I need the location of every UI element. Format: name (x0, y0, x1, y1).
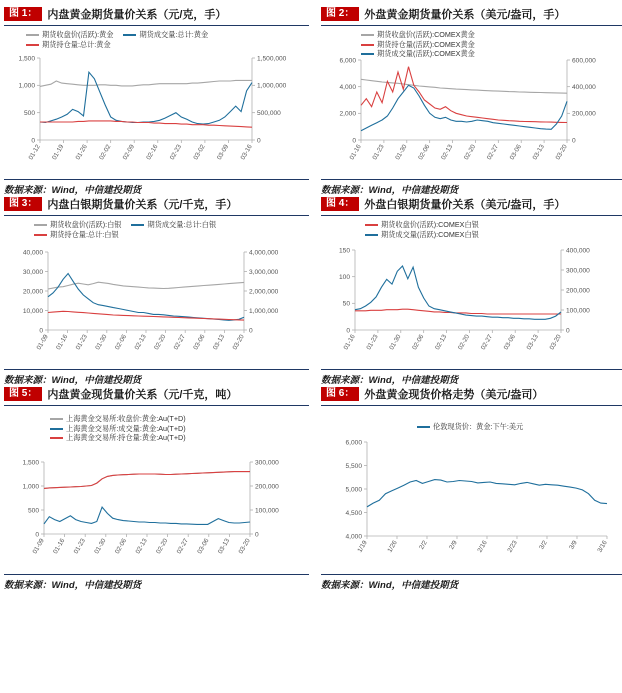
svg-text:01-30: 01-30 (394, 143, 409, 162)
svg-text:10,000: 10,000 (22, 307, 43, 315)
svg-text:400,000: 400,000 (572, 84, 596, 92)
legend-label: 期货收盘价(活跃):COMEX黄金 (377, 30, 475, 39)
svg-text:02-16: 02-16 (145, 143, 160, 162)
svg-text:3/16: 3/16 (596, 539, 609, 554)
figure-1-source: 数据来源：Wind，中信建投期货 (4, 179, 309, 196)
svg-text:1,500: 1,500 (22, 459, 39, 467)
svg-text:02-09: 02-09 (121, 143, 136, 162)
legend-label: 上海黄金交易所:收盘价:黄金:Au(T+D) (66, 414, 186, 423)
svg-text:0: 0 (35, 531, 39, 539)
svg-text:02-27: 02-27 (175, 537, 190, 556)
svg-text:0: 0 (249, 327, 253, 335)
svg-text:3/9: 3/9 (568, 539, 579, 551)
svg-text:02-02: 02-02 (98, 143, 113, 162)
svg-text:400,000: 400,000 (566, 247, 590, 255)
legend-label: 期货成交量(活跃):COMEX黄金 (377, 49, 475, 59)
svg-text:01-30: 01-30 (388, 333, 403, 352)
figure-1-title: 图 1： 内盘黄金期货量价关系（元/克，手） (4, 6, 309, 26)
svg-text:20,000: 20,000 (22, 288, 43, 296)
svg-text:0: 0 (346, 327, 350, 335)
svg-text:0: 0 (352, 137, 356, 145)
svg-text:200,000: 200,000 (566, 287, 590, 295)
svg-text:200,000: 200,000 (572, 110, 596, 118)
svg-text:03-13: 03-13 (525, 333, 540, 352)
svg-text:01-26: 01-26 (74, 143, 89, 162)
svg-text:03-02: 03-02 (192, 143, 207, 162)
figure-4-svg (321, 218, 618, 368)
svg-text:1,000,000: 1,000,000 (257, 82, 287, 90)
svg-text:40,000: 40,000 (22, 249, 43, 257)
plot-area-5 (22, 459, 279, 555)
svg-text:01-23: 01-23 (371, 143, 386, 162)
svg-text:2/23: 2/23 (506, 539, 519, 554)
figure-3-title: 图 3： 内盘白银期货量价关系（元/千克，手） (4, 196, 309, 216)
svg-text:01-16: 01-16 (52, 537, 67, 556)
svg-text:03-06: 03-06 (192, 333, 207, 352)
figure-2-tag: 图 2： (321, 7, 359, 21)
legend-label: 期货成交量(活跃):COMEX白银 (381, 229, 479, 239)
svg-text:03-06: 03-06 (502, 333, 517, 352)
svg-text:3/2: 3/2 (538, 539, 549, 551)
figure-3-source: 数据来源：Wind，中信建投期货 (4, 369, 309, 386)
figure-5-title: 图 5： 内盘黄金现货量价关系（元/千克，吨） (4, 386, 309, 406)
svg-text:02-20: 02-20 (153, 333, 168, 352)
svg-text:100: 100 (338, 274, 350, 282)
svg-text:2,000: 2,000 (339, 110, 356, 118)
svg-text:5,000: 5,000 (345, 486, 362, 494)
plot-area-2 (339, 57, 596, 161)
svg-text:03-13: 03-13 (216, 537, 232, 556)
svg-text:4,500: 4,500 (345, 509, 362, 517)
svg-text:03-06: 03-06 (508, 143, 523, 162)
svg-text:300,000: 300,000 (566, 267, 590, 275)
figure-2-chart (321, 28, 618, 178)
svg-text:01-23: 01-23 (365, 333, 380, 352)
svg-text:01-09: 01-09 (35, 333, 50, 352)
svg-text:01-16: 01-16 (342, 333, 357, 352)
svg-text:01-23: 01-23 (74, 333, 89, 352)
plot-area-3 (23, 249, 279, 351)
svg-text:01-19: 01-19 (51, 143, 66, 162)
svg-text:6,000: 6,000 (345, 439, 362, 447)
legend-label: 期货持仓量(活跃):COMEX黄金 (377, 39, 475, 49)
svg-text:03-09: 03-09 (215, 143, 231, 162)
svg-text:01-30: 01-30 (94, 333, 109, 352)
svg-text:2/2: 2/2 (418, 539, 429, 551)
figure-4-source: 数据来源：Wind，中信建投期货 (321, 369, 622, 386)
svg-text:03-06: 03-06 (196, 537, 211, 556)
svg-text:2/9: 2/9 (448, 539, 459, 551)
svg-text:02-06: 02-06 (113, 333, 129, 352)
svg-text:3,000,000: 3,000,000 (249, 268, 279, 276)
legend-label: 期货收盘价(活跃):COMEX白银 (381, 220, 479, 229)
svg-text:02-20: 02-20 (155, 537, 170, 556)
svg-text:0: 0 (31, 137, 35, 145)
svg-text:600,000: 600,000 (572, 57, 596, 65)
figure-5-svg (4, 408, 301, 573)
svg-text:03-20: 03-20 (554, 143, 569, 162)
svg-text:1,500: 1,500 (18, 55, 35, 63)
svg-text:4,000,000: 4,000,000 (249, 249, 279, 257)
svg-text:03-20: 03-20 (237, 537, 252, 556)
legend-label: 期货收盘价(活跃):白银 (50, 220, 122, 229)
svg-text:30,000: 30,000 (22, 268, 43, 276)
svg-text:02-27: 02-27 (485, 143, 501, 162)
figure-2-source: 数据来源：Wind，中信建投期货 (321, 179, 622, 196)
figure-2-title: 图 2： 外盘黄金期货量价关系（美元/盎司，手） (321, 6, 622, 26)
svg-text:1,500,000: 1,500,000 (257, 55, 287, 63)
figure-6-chart (321, 408, 618, 573)
svg-text:6,000: 6,000 (339, 57, 356, 65)
svg-text:1,000,000: 1,000,000 (249, 307, 279, 315)
svg-text:03-20: 03-20 (231, 333, 246, 352)
svg-text:02-06: 02-06 (417, 143, 432, 162)
svg-text:02-20: 02-20 (456, 333, 472, 352)
figure-1-svg (4, 28, 301, 178)
svg-text:1/26: 1/26 (386, 539, 399, 554)
legend-label: 伦敦现货价：黄金:下午:美元 (433, 422, 524, 431)
svg-text:500: 500 (27, 507, 39, 515)
figure-5-chart (4, 408, 301, 573)
svg-text:0: 0 (39, 327, 43, 335)
svg-text:03-13: 03-13 (211, 333, 227, 352)
svg-text:50: 50 (342, 300, 350, 308)
svg-text:01-09: 01-09 (31, 537, 46, 556)
svg-text:1,000: 1,000 (22, 483, 39, 491)
svg-text:5,500: 5,500 (345, 462, 362, 470)
svg-text:1,000: 1,000 (18, 82, 35, 90)
legend-label: 上海黄金交易所:持仓量:黄金:Au(T+D) (66, 433, 186, 443)
plot-area-6 (345, 439, 608, 553)
svg-text:4,000: 4,000 (345, 533, 362, 541)
legend-label: 期货成交量:总计:黄金 (139, 30, 209, 39)
figure-3-tag: 图 3： (4, 197, 42, 211)
figure-panel-6 (321, 386, 622, 591)
figure-panel-4 (321, 196, 622, 386)
figure-1-chart (4, 28, 301, 178)
svg-text:02-13: 02-13 (440, 143, 455, 162)
svg-text:0: 0 (255, 531, 259, 539)
figure-4-tag: 图 4： (321, 197, 359, 211)
legend-label: 期货持仓量:总计:黄金 (42, 39, 111, 49)
svg-text:03-20: 03-20 (548, 333, 563, 352)
legend-label: 期货收盘价(活跃):黄金 (42, 30, 114, 39)
svg-text:2/16: 2/16 (476, 539, 489, 554)
svg-text:01-16: 01-16 (55, 333, 70, 352)
figure-panel-1 (4, 6, 309, 196)
svg-text:2,000,000: 2,000,000 (249, 288, 279, 296)
svg-text:100,000: 100,000 (566, 307, 590, 315)
figure-5-tag: 图 5： (4, 387, 42, 401)
svg-text:02-13: 02-13 (134, 537, 149, 556)
svg-text:0: 0 (257, 137, 261, 145)
svg-text:01-16: 01-16 (348, 143, 363, 162)
svg-text:02-27: 02-27 (479, 333, 495, 352)
svg-text:02-27: 02-27 (172, 333, 187, 352)
plot-area-1 (18, 55, 286, 161)
legend-label: 期货成交量:总计:白银 (147, 220, 217, 229)
svg-text:02-20: 02-20 (462, 143, 478, 162)
figure-6-source: 数据来源：Wind，中信建投期货 (321, 574, 622, 591)
svg-text:500: 500 (23, 110, 35, 118)
svg-text:0: 0 (566, 327, 570, 335)
svg-text:02-13: 02-13 (434, 333, 449, 352)
svg-text:01-23: 01-23 (72, 537, 87, 556)
figure-panel-5 (4, 386, 309, 591)
figure-3-chart (4, 218, 301, 368)
svg-text:02-06: 02-06 (113, 537, 129, 556)
svg-text:500,000: 500,000 (257, 110, 281, 118)
svg-text:100,000: 100,000 (255, 507, 279, 515)
figure-6-title: 图 6： 外盘黄金现货价格走势（美元/盎司） (321, 386, 622, 406)
svg-text:1/19: 1/19 (356, 539, 369, 554)
svg-text:200,000: 200,000 (255, 483, 279, 491)
svg-text:150: 150 (338, 247, 350, 255)
svg-text:03-16: 03-16 (239, 143, 254, 162)
figure-6-tag: 图 6： (321, 387, 359, 401)
legend-label: 期货持仓量:总计:白银 (50, 229, 119, 239)
figure-2-svg (321, 28, 618, 178)
svg-text:02-06: 02-06 (411, 333, 426, 352)
svg-text:01-12: 01-12 (27, 143, 42, 162)
figure-4-chart (321, 218, 618, 368)
plot-area-4 (339, 247, 590, 351)
figure-4-title: 图 4： 外盘白银期货量价关系（美元/盎司，手） (321, 196, 622, 216)
svg-text:4,000: 4,000 (339, 84, 356, 92)
figure-1-tag: 图 1： (4, 7, 42, 21)
svg-text:02-13: 02-13 (133, 333, 148, 352)
figure-panel-2 (321, 6, 622, 196)
svg-text:300,000: 300,000 (255, 459, 279, 467)
svg-text:03-13: 03-13 (531, 143, 546, 162)
figure-5-source: 数据来源：Wind，中信建投期货 (4, 574, 309, 591)
figure-3-svg (4, 218, 301, 368)
svg-text:0: 0 (572, 137, 576, 145)
svg-text:01-30: 01-30 (93, 537, 108, 556)
figure-6-svg (321, 408, 618, 573)
figure-panel-3 (4, 196, 309, 386)
legend-label: 上海黄金交易所:成交量:黄金:Au(T+D) (66, 423, 186, 433)
svg-text:02-23: 02-23 (168, 143, 184, 162)
